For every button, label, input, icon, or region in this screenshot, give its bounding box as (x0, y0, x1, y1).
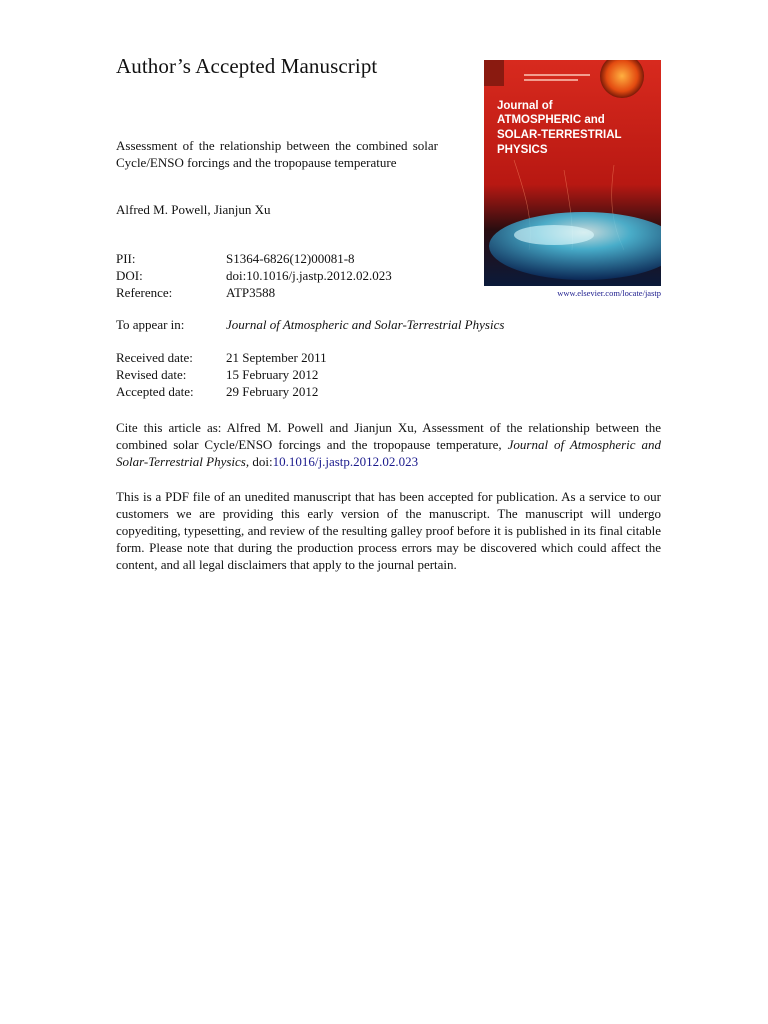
reference-label: Reference: (116, 285, 173, 300)
pii-value: S1364-6826(12)00081-8 (226, 251, 355, 266)
citation-journal: Journal of Atmospheric and Solar-Terrestrial Physics, (116, 437, 662, 469)
accepted-date: 29 February 2012 (226, 384, 319, 399)
elsevier-logo-icon (484, 60, 504, 86)
received-label: Received date: (116, 350, 193, 365)
doi-value: doi:10.1016/j.jastp.2012.02.023 (226, 268, 392, 283)
revised-date: 15 February 2012 (226, 367, 319, 382)
accepted-label: Accepted date: (116, 384, 194, 399)
citation-paragraph (116, 419, 661, 470)
doi-label: DOI: (116, 268, 143, 283)
document-heading: Author’s Accepted Manuscript (116, 54, 378, 78)
article-authors: Alfred M. Powell, Jianjun Xu (116, 202, 271, 217)
revised-label: Revised date: (116, 367, 187, 382)
citation-doi-prefix: doi: (252, 454, 273, 469)
manuscript-notice: This is a PDF file of an unedited manuscript that has been accepted for publication. As a service to our customers we are providing this early version of the manuscript. The manuscript will undergo copyediting, typesetting, and review of the resulting galley proof before it is published in its final citable form. Please note that during the production process errors may be discovered which could affect the content, and all legal disclaimers that apply to the journal pertain. (116, 489, 661, 572)
to-appear-label: To appear in: (116, 317, 185, 332)
cover-journal-line-1: Journal of (497, 100, 553, 112)
cover-journal-line-3: SOLAR-TERRESTRIAL (497, 129, 622, 141)
citation-text: Cite this article as: Alfred M. Powell and Jianjun Xu, Assessment of the relationship between the combined solar Cycle/ENSO forcings and the tropopause temperature, (116, 420, 661, 452)
journal-cover-image (484, 60, 661, 286)
reference-value: ATP3588 (226, 285, 276, 300)
citation-doi-link[interactable]: 10.1016/j.jastp.2012.02.023 (272, 454, 419, 469)
pii-label: PII: (116, 251, 136, 266)
article-title: Assessment of the relationship between the combined solar Cycle/ENSO forcings and the tropopause temperature (116, 138, 438, 170)
to-appear-journal: Journal of Atmospheric and Solar-Terrestrial Physics (226, 317, 505, 332)
received-date: 21 September 2011 (226, 350, 327, 365)
cover-journal-line-2: ATMOSPHERIC and (497, 114, 605, 126)
cover-journal-line-4: PHYSICS (497, 144, 548, 156)
journal-url-link[interactable]: www.elsevier.com/locate/jastp (557, 288, 661, 298)
